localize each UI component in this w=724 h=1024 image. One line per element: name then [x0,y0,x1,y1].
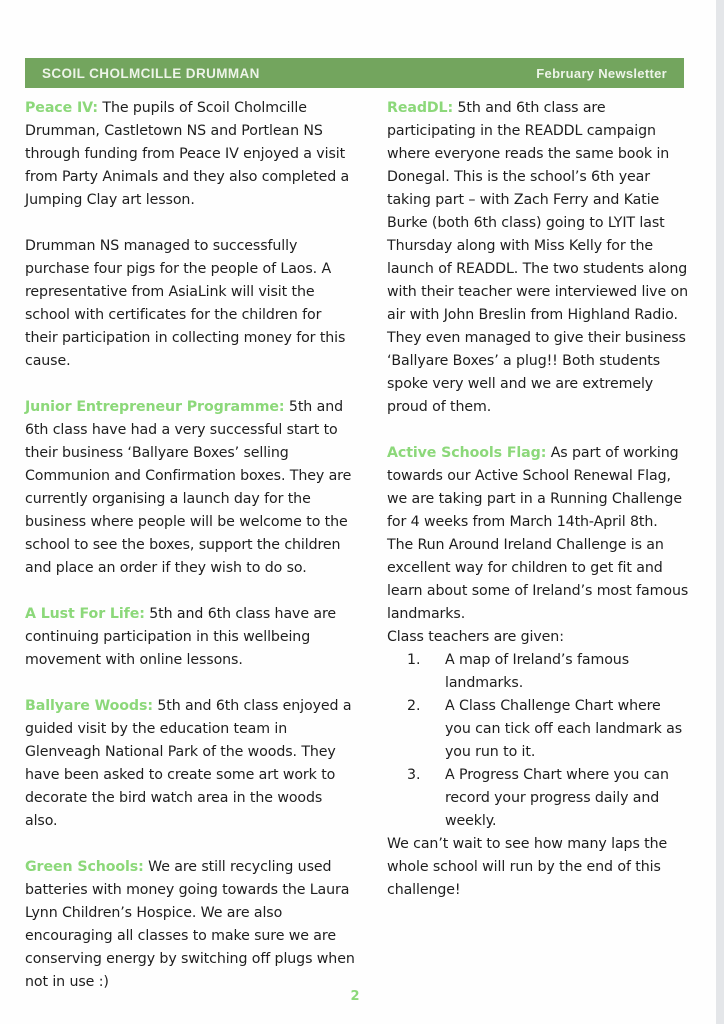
section-active-schools [387,442,689,534]
section-text: 5th and 6th class have had a very successful start to their business ‘Ballyare Boxes’ selling Communion and Confirmation boxes. They are currently organising a launch day for the business where people will be welcome to the school to see the boxes, support the children and place an order if they wish to do so. [25,399,352,576]
section-green-schools [25,856,357,994]
section-text: As part of working towards our Active School Renewal Flag, we are taking part in a Running Challenge for 4 weeks from March 14th-April 8th. [387,445,682,530]
section-junior-entrepreneur [25,396,357,580]
section-heading-peace-iv: Peace IV: [25,100,98,116]
page-number: 2 [350,989,360,1004]
section-peace-iv-para2 [25,235,357,373]
section-text: Drumman NS managed to successfully purchase four pigs for the people of Laos. A representative from AsiaLink will visit the school with certificates for the children for their participation in collecting money for this cause. [25,238,346,369]
section-readdl [387,97,689,419]
section-heading-junior-entrepreneur: Junior Entrepreneur Programme: [25,399,285,415]
school-name: SCOIL CHOLMCILLE DRUMMAN [42,65,260,81]
section-text: We are still recycling used batteries with money going towards the Laura Lynn Children’s Hospice. We are also encouraging all classes to make sure we are conserving energy by switching off plugs when not in use :) [25,859,355,990]
challenge-list [401,649,689,833]
section-text: 5th and 6th class have are continuing participation in this wellbeing movement with online lessons. [25,606,337,668]
section-heading-ballyare-woods: Ballyare Woods: [25,698,153,714]
content-columns [25,97,689,1017]
section-text: 5th and 6th class enjoyed a guided visit by the education team in Glenveagh National Park of the woods. They have been asked to create some art work to decorate the bird watch area in the woods also. [25,698,352,829]
section-heading-readdl: ReadDL: [387,100,454,116]
section-heading-active-schools: Active Schools Flag: [387,445,547,461]
scan-edge [716,0,724,1024]
list-item: A map of Ireland’s famous landmarks. [445,652,629,691]
section-active-schools-line2: The Run Around Ireland Challenge is an excellent way for children to get fit and learn about some of Ireland’s most famous landmarks. [387,537,689,622]
section-text: The pupils of Scoil Cholmcille Drumman, Castletown NS and Portlean NS through funding from Peace IV enjoyed a visit from Party Animals and they also completed a Jumping Clay art lesson. [25,100,350,208]
section-lust-for-life [25,603,357,672]
right-column [387,97,689,1017]
left-column [25,97,357,1017]
list-item: A Class Challenge Chart where you can tick off each landmark as you run to it. [445,698,683,760]
section-ballyare-woods [25,695,357,833]
header-bar [25,58,684,88]
section-active-schools-closing: We can’t wait to see how many laps the whole school will run by the end of this challenge! [387,836,668,898]
section-active-schools-line3: Class teachers are given: [387,629,564,645]
section-peace-iv [25,97,357,212]
list-item: A Progress Chart where you can record your progress daily and weekly. [445,767,669,829]
section-heading-green-schools: Green Schools: [25,859,144,875]
newsletter-edition: February Newsletter [536,65,667,81]
section-heading-lust-for-life: A Lust For Life: [25,606,145,622]
section-text: 5th and 6th class are participating in the READDL campaign where everyone reads the same book in Donegal. This is the school’s 6th year taking part – with Zach Ferry and Katie Burke (both 6th class) going to LYIT last Thursday along with Miss Kelly for the launch of READDL. The two students along with their teacher were interviewed live on air with John Breslin from Highland Radio. They even managed to give their business ‘Ballyare Boxes’ a plug!! Both students spoke very well and we are extremely proud of them. [387,100,688,415]
